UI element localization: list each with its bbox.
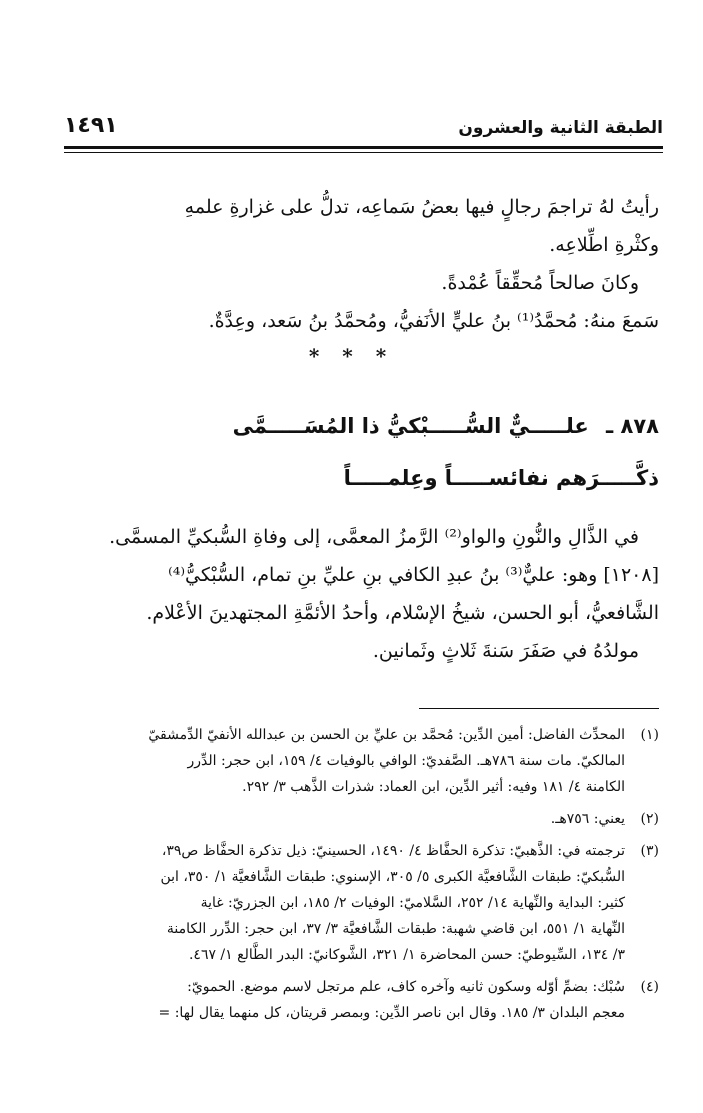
- footnote-text: [64, 722, 625, 800]
- paragraph-2-line: في الذَّالِ والنُّونِ والواو⁽²⁾ الرَّمزُ المعمَّى، إلى وفاةِ السُّبكيِّ المسمَّى.: [109, 526, 639, 548]
- footnote-text: [64, 838, 625, 968]
- footnote-number: (٢): [640, 811, 659, 827]
- paragraph-2-line: مولدُهُ في صَفَرَ سَنةَ ثَلاثٍ وثَمانين.: [372, 640, 639, 662]
- footnote-line: المحدِّث الفاضل: أمين الدِّين: مُحمَّد بن عليِّ بن الحسن بن عبدالله الأنفيّ الدِّمشقيّ: [148, 727, 625, 743]
- entry-heading: [233, 414, 659, 438]
- footnote-3: [64, 838, 659, 968]
- footnote-2: [64, 806, 659, 832]
- entry-subtitle: ذكَّـــــرَهم نفائســـــاً وعِلمـــــاً: [343, 466, 659, 490]
- footnote-line: يعني: ٧٥٦هـ.: [550, 811, 625, 827]
- paragraph-1-line: رأيتُ لهُ تراجمَ رجالٍ فيها بعضُ سَماعِه، تدلُّ على غزارةِ علمهِ: [184, 196, 659, 218]
- footnote-4: [64, 974, 659, 1026]
- footnote-line: النِّهاية ١/ ٥٥١، ابن قاضي شهبة: طبقات الشَّافعيَّة ٣/ ٣٧، ابن حجر: الدِّرر الكامنة: [166, 921, 625, 937]
- footnote-line: المالكيّ. مات سنة ٧٨٦هـ. الصَّفديّ: الوافي بالوفيات ٤/ ١٥٩، ابن حجر: الدِّرر: [187, 753, 625, 769]
- footnote-number: (٣): [640, 843, 659, 859]
- paragraph-1-line: سَمعَ منهُ: مُحمَّدُ⁽¹⁾ بنُ عليٍّ الأنَفيُّ، ومُحمَّدُ بنُ سَعد، وعِدَّةٌ.: [208, 310, 659, 332]
- footnote-line: السُّبكيّ: طبقات الشَّافعيَّة الكبرى ٥/ ٣٠٥، الإسنوي: طبقات الشَّافعيَّة ١/ ٣٥٠، ابن: [160, 869, 625, 885]
- footnote-line: الكامنة ٤/ ١٨١ وفيه: أثير الدِّين، ابن العماد: شذرات الذَّهب ٣/ ٢٩٢.: [242, 779, 625, 795]
- paragraph-2-line: [١٢٠٨] وهو: عليٌّ⁽³⁾ بنُ عبدِ الكافي بنِ عليِّ بنِ تمام، السُّبْكيُّ⁽⁴⁾: [168, 564, 659, 586]
- footnotes: [64, 722, 659, 1032]
- footnote-line: ٣/ ١٣٤، السِّيوطيّ: حسن المحاضرة ١/ ٣٢١، الشَّوكانيّ: البدر الطَّالع ١/ ٤٦٧.: [188, 947, 625, 963]
- page-number: ١٤٩١: [64, 113, 118, 138]
- paragraph-2-line: الشَّافعيُّ، أبو الحسن، شيخُ الإسْلام، وأحدُ الأئمَّةِ المجتهدينَ الأعْلام.: [146, 602, 659, 624]
- footnote-separator: [419, 708, 659, 709]
- entry-title: علـــــيٌّ السُّـــــبْكيُّ ذا المُسَـــــمَّى: [232, 414, 589, 438]
- footnote-number: (١): [640, 727, 659, 743]
- running-title: الطبقة الثانية والعشرون: [458, 118, 663, 138]
- paragraph-1: [64, 188, 659, 340]
- footnote-line: كثير: البداية والنِّهاية ١٤/ ٢٥٢، السَّلاميّ: الوفيات ٢/ ١٨٥، ابن الجزريّ: غاية: [200, 895, 625, 911]
- header-rule-thick: [64, 146, 663, 149]
- paragraph-1-line: وكثْرةِ اطِّلاعِه.: [549, 234, 659, 256]
- footnote-1: [64, 722, 659, 800]
- entry-number: ٨٧٨ ـ: [606, 414, 659, 438]
- paragraph-1-line: وكانَ صالحاً مُحقِّقاً عُمْدةً.: [441, 272, 639, 294]
- footnote-line: ترجمته في: الذَّهبيّ: تذكرة الحفَّاظ ٤/ ١٤٩٠، الحسينيّ: ذيل تذكرة الحفَّاظ ص٣٩،: [161, 843, 625, 859]
- page-header: [64, 104, 663, 138]
- footnote-line: معجم البلدان ٣/ ١٨٥. وقال ابن ناصر الدِّين: وبمصر قريتان، كل منهما يقال لها: =: [158, 1005, 625, 1021]
- footnote-text: [64, 974, 625, 1026]
- footnote-line: سُبْك: بضمِّ أوّله وسكون ثانيه وآخره كاف، علم مرتجل لاسم موضع. الحمويّ:: [187, 979, 625, 995]
- footnote-text: [64, 806, 625, 832]
- footnote-number: (٤): [640, 979, 659, 995]
- header-rule-thin: [64, 152, 663, 153]
- paragraph-2: [64, 518, 659, 670]
- section-separator-stars: * * *: [308, 344, 395, 368]
